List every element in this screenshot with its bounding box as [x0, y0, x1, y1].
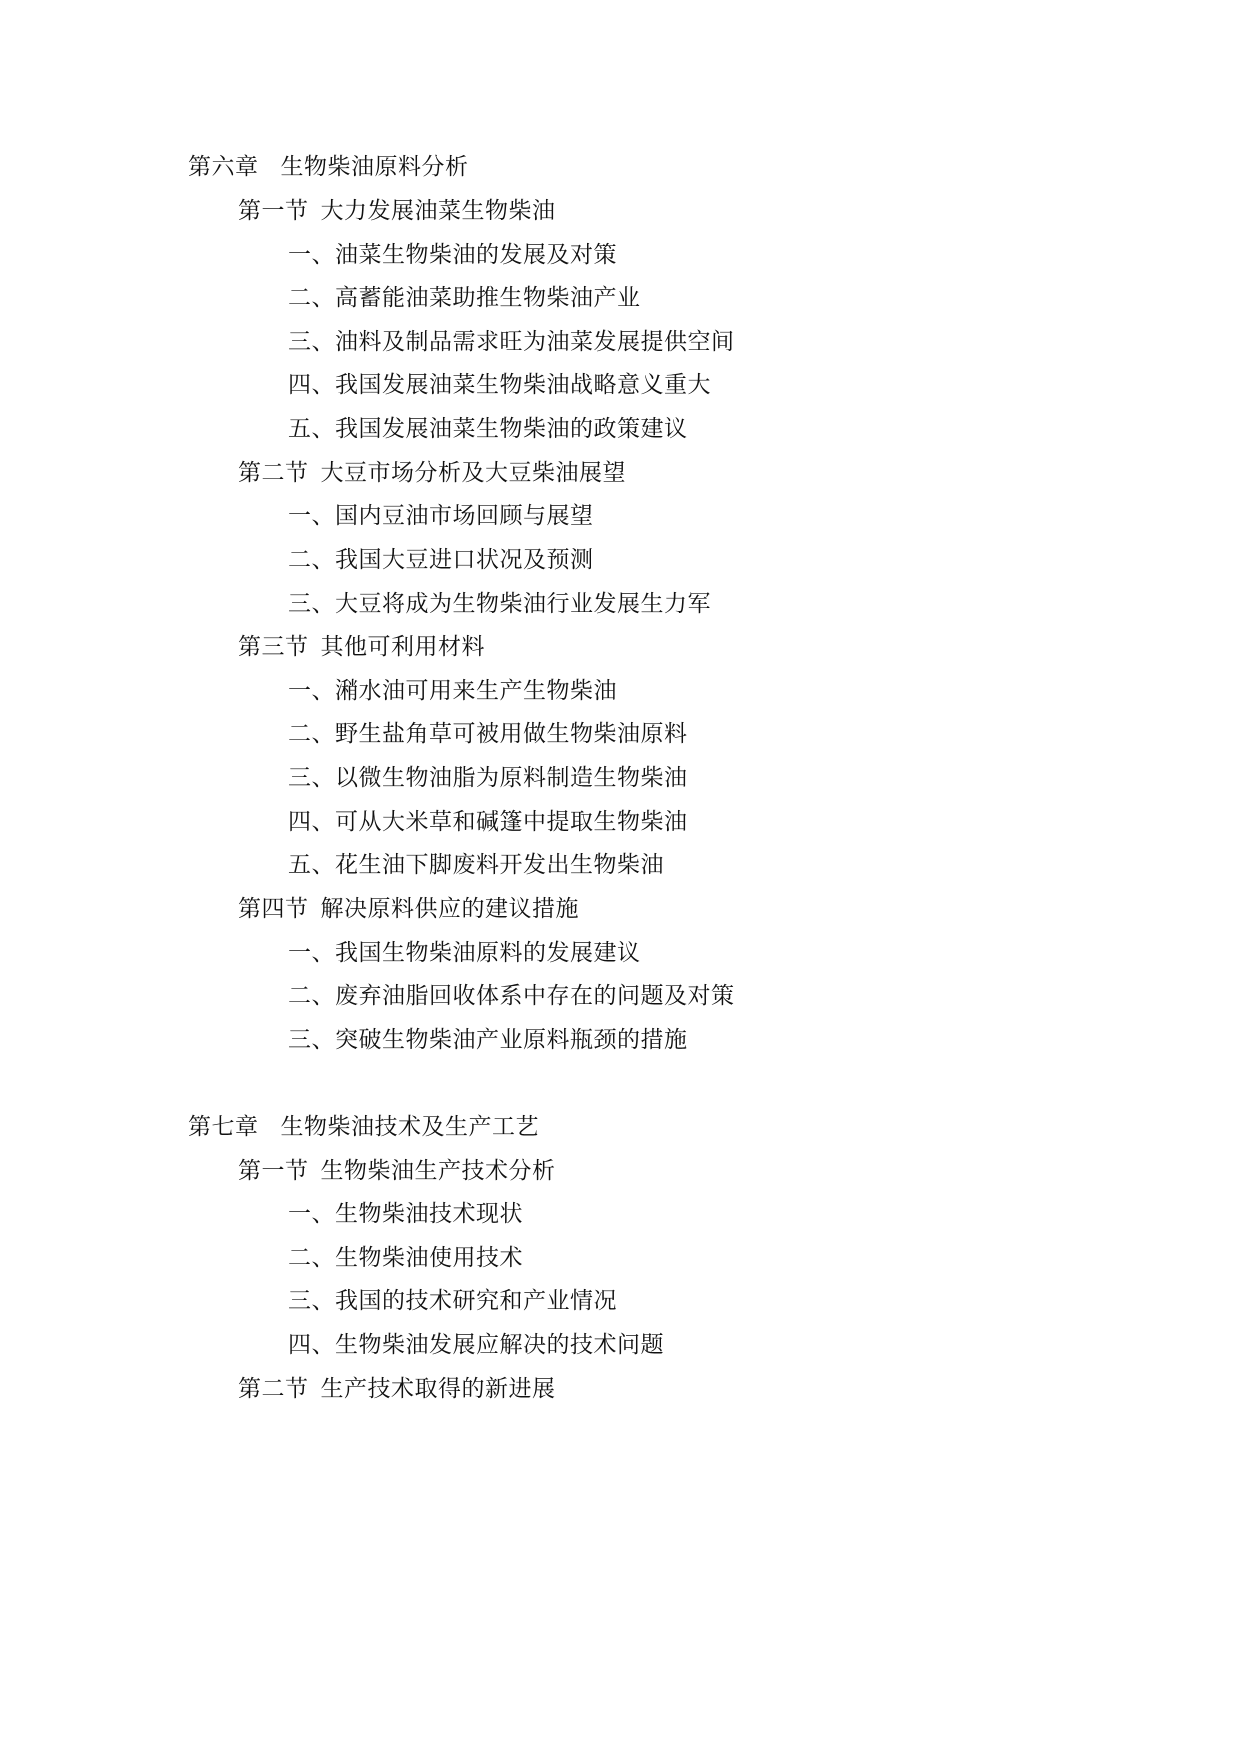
- toc-item: 二、废弃油脂回收体系中存在的问题及对策: [288, 983, 735, 1009]
- section-number: 第二节: [238, 460, 309, 486]
- section-number: 第四节: [238, 896, 309, 922]
- toc-item: 三、大豆将成为生物柴油行业发展生力军: [288, 591, 711, 617]
- section-number: 第三节: [238, 634, 309, 660]
- toc-item: 一、油菜生物柴油的发展及对策: [288, 242, 617, 268]
- chapter-title: 生物柴油原料分析: [280, 154, 469, 180]
- toc-item: 二、高蓄能油菜助推生物柴油产业: [288, 285, 641, 311]
- toc-item: 三、突破生物柴油产业原料瓶颈的措施: [288, 1027, 688, 1053]
- toc-item: 一、潲水油可用来生产生物柴油: [288, 678, 617, 704]
- section-heading: [238, 196, 556, 226]
- section-heading: [238, 894, 579, 924]
- toc-item: 四、生物柴油发展应解决的技术问题: [288, 1332, 664, 1358]
- section-title: 大力发展油菜生物柴油: [320, 198, 556, 224]
- chapter-title: 生物柴油技术及生产工艺: [280, 1114, 539, 1140]
- toc-item: 二、生物柴油使用技术: [288, 1245, 523, 1271]
- toc-item: 一、生物柴油技术现状: [288, 1201, 523, 1227]
- chapter-number: 第六章: [188, 154, 259, 180]
- section-number: 第一节: [238, 198, 309, 224]
- section-title: 生物柴油生产技术分析: [320, 1158, 556, 1184]
- toc-item: 三、油料及制品需求旺为油菜发展提供空间: [288, 329, 735, 355]
- section-number: 第二节: [238, 1376, 309, 1402]
- toc-item: 五、花生油下脚废料开发出生物柴油: [288, 852, 664, 878]
- toc-item: 三、我国的技术研究和产业情况: [288, 1288, 617, 1314]
- section-title: 生产技术取得的新进展: [320, 1376, 556, 1402]
- section-number: 第一节: [238, 1158, 309, 1184]
- chapter-number: 第七章: [188, 1114, 259, 1140]
- toc-item: 一、国内豆油市场回顾与展望: [288, 503, 594, 529]
- toc-item: 一、我国生物柴油原料的发展建议: [288, 940, 641, 966]
- toc-item: 四、可从大米草和碱篷中提取生物柴油: [288, 809, 688, 835]
- section-title: 其他可利用材料: [320, 634, 485, 660]
- section-heading: [238, 1374, 556, 1404]
- chapter-heading: [188, 1112, 539, 1142]
- toc-item: 四、我国发展油菜生物柴油战略意义重大: [288, 372, 711, 398]
- toc-item: 二、野生盐角草可被用做生物柴油原料: [288, 721, 688, 747]
- section-title: 大豆市场分析及大豆柴油展望: [320, 460, 626, 486]
- section-title: 解决原料供应的建议措施: [320, 896, 579, 922]
- toc-item: 二、我国大豆进口状况及预测: [288, 547, 594, 573]
- section-heading: [238, 458, 626, 488]
- chapter-heading: [188, 152, 469, 182]
- section-heading: [238, 632, 485, 662]
- section-heading: [238, 1156, 556, 1186]
- toc-item: 五、我国发展油菜生物柴油的政策建议: [288, 416, 688, 442]
- toc-item: 三、以微生物油脂为原料制造生物柴油: [288, 765, 688, 791]
